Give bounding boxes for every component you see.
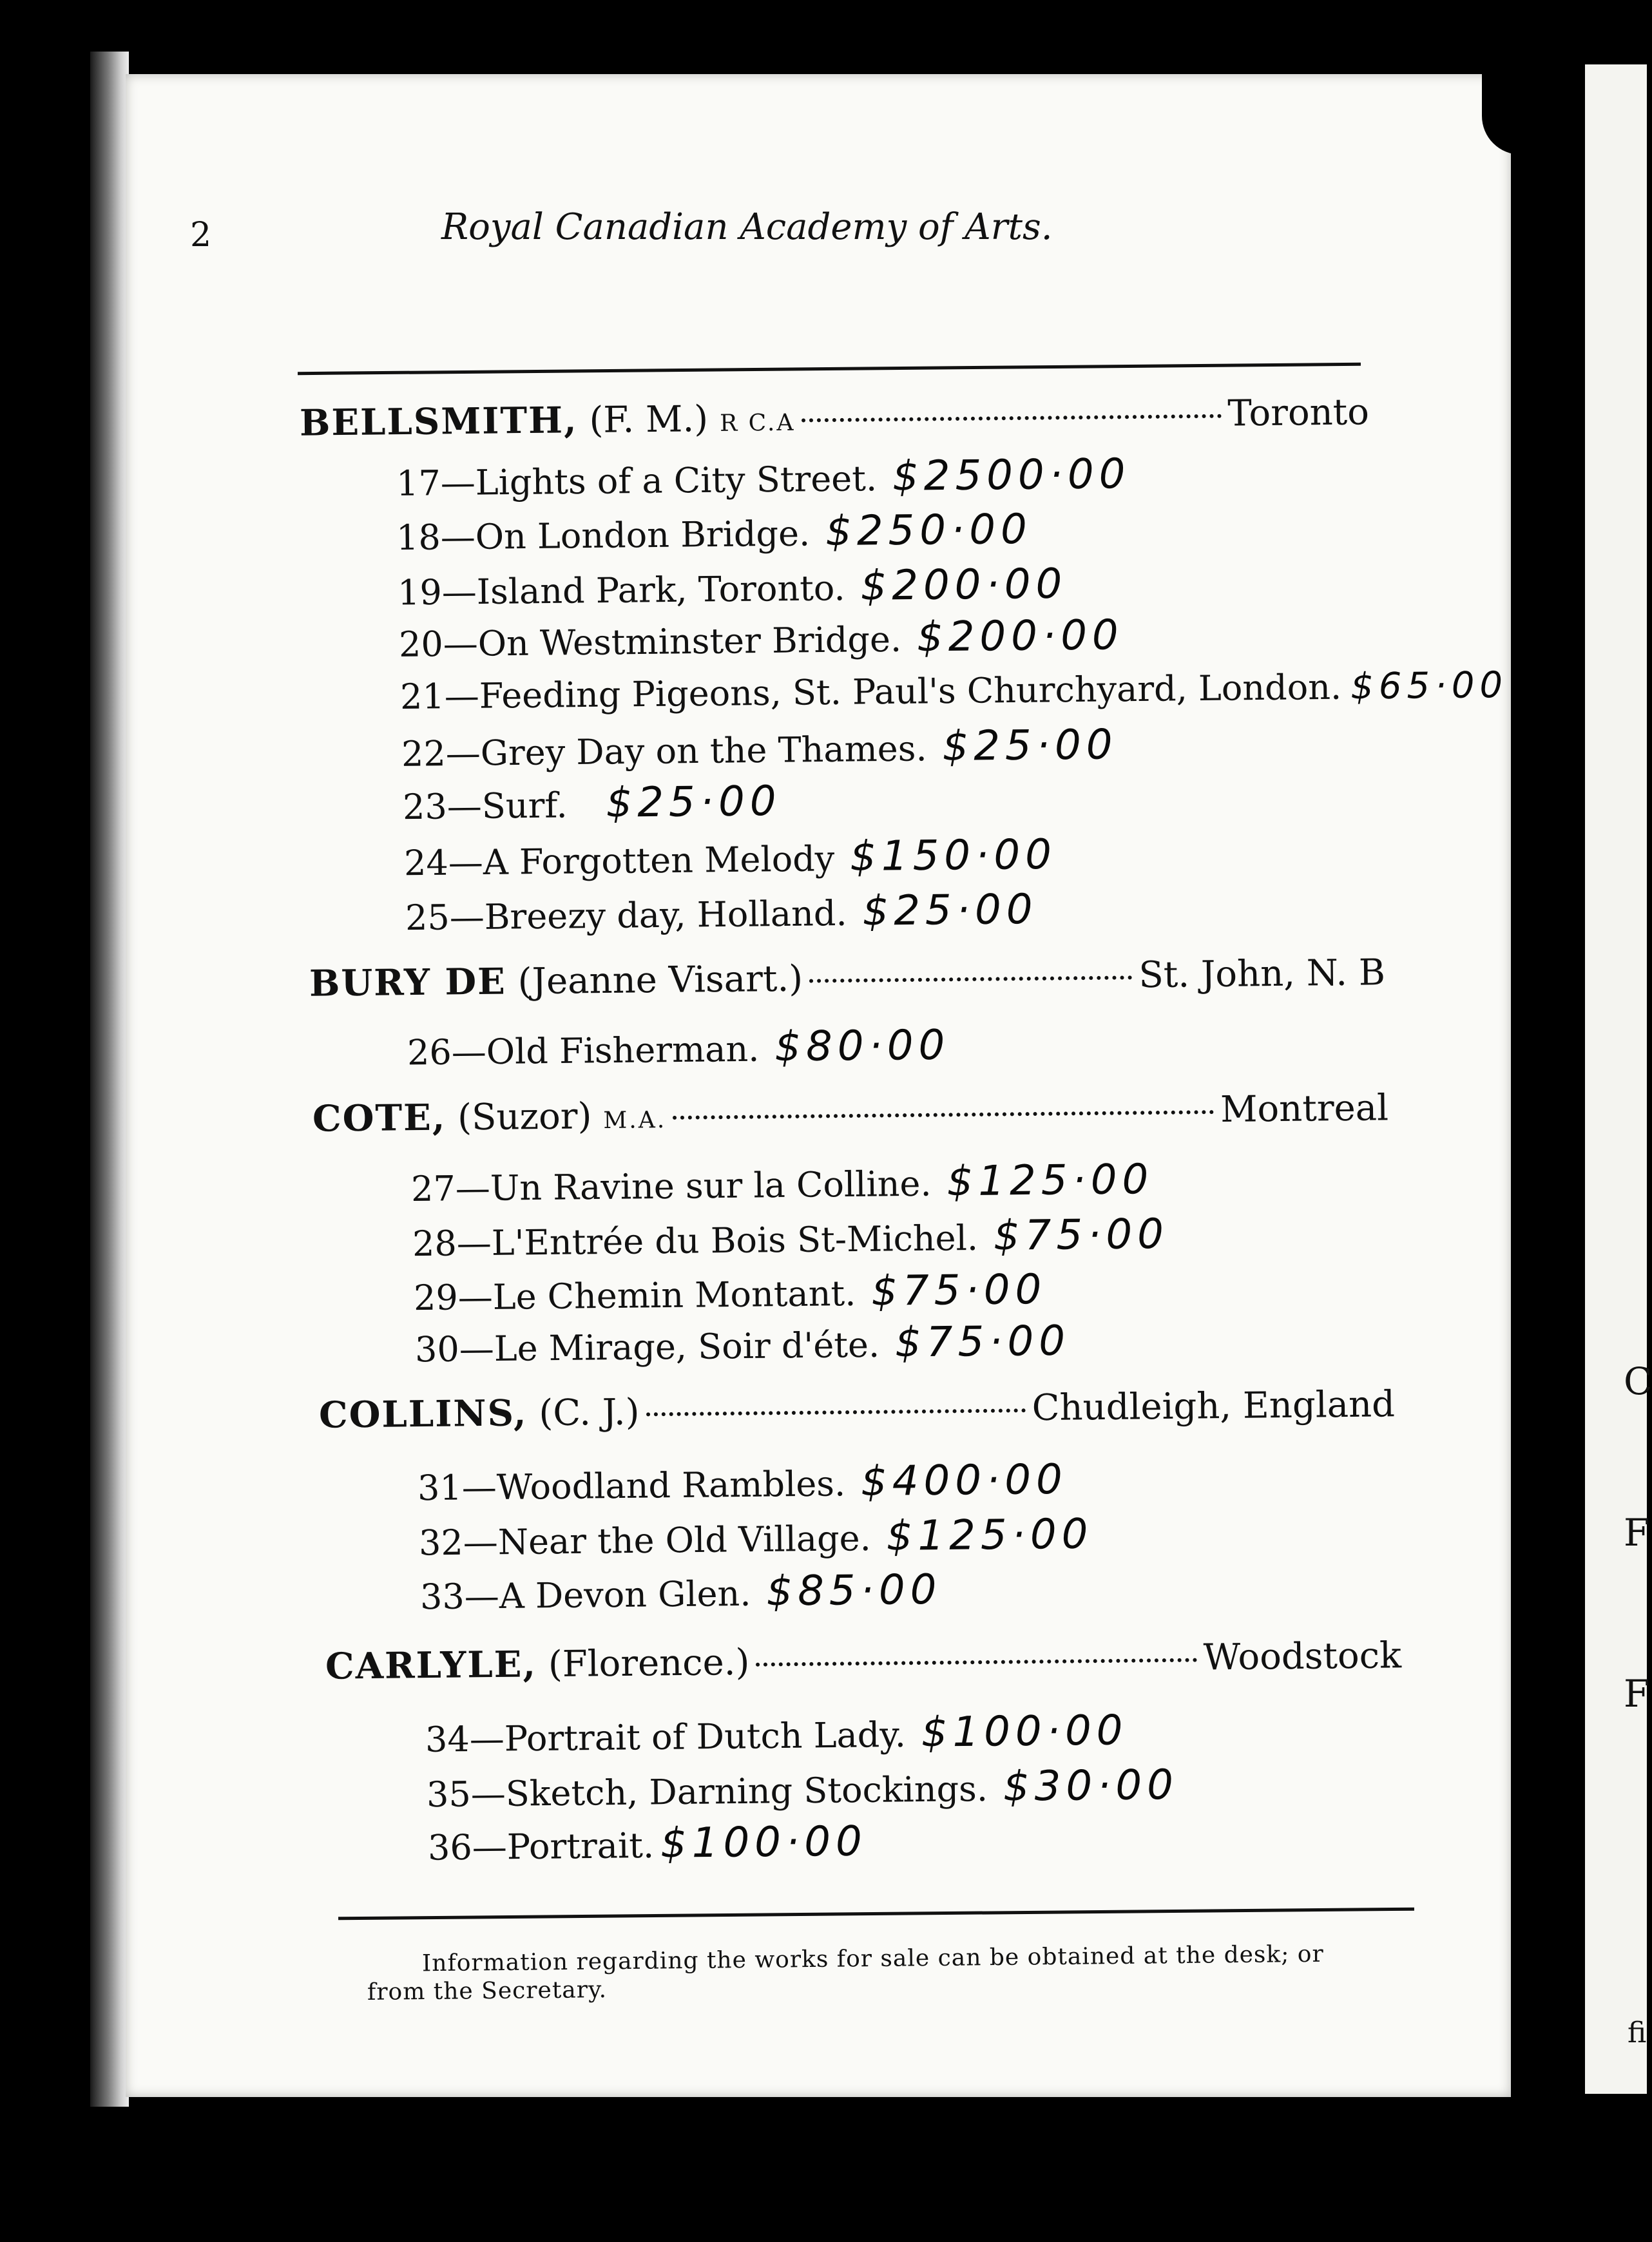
handwritten-price: $30·00 [1003,1761,1179,1811]
handwritten-price: $25·00 [606,777,782,827]
page-number: 2 [190,216,212,254]
entry-number: 19— [397,571,477,613]
entry-title: Le Chemin Montant. [492,1272,856,1317]
entry-number: 24— [403,842,484,884]
artist-city: St. John, N. B [1138,952,1386,997]
entry-title: Portrait of Dutch Lady. [504,1714,907,1759]
entry-title: Un Ravine sur la Colline. [490,1163,932,1209]
adjacent-page-letter: F [1624,1672,1650,1716]
entry-number: 23— [402,785,483,828]
entry-title: Old Fisherman. [486,1028,760,1073]
artist-initials: (C. J.) [539,1391,640,1435]
entry-number: 18— [396,516,476,559]
handwritten-price: $125·00 [886,1510,1093,1560]
artist-initials: (F. M.) [589,398,709,441]
catalogue-entry [418,1456,1068,1511]
entry-number: 31— [417,1466,497,1509]
entry-number: 25— [405,896,485,939]
footer-note: Information regarding the works for sale can be obtained at the desk; or [421,1940,1324,1977]
adjacent-page-letter: fi [1628,2017,1647,2049]
entry-title: Surf. [481,785,568,827]
catalogue-entry [404,831,1057,886]
entry-title: Lights of a City Street. [475,458,878,503]
artist-city: Woodstock [1203,1634,1402,1679]
handwritten-price: $125·00 [946,1155,1154,1206]
entry-number: 35— [426,1773,506,1816]
handwritten-price: $75·00 [894,1317,1071,1367]
artist-name: BELLSMITH, [299,399,578,445]
entry-title: On London Bridge. [475,513,811,557]
entry-title: Portrait. [506,1825,655,1868]
handwritten-price: $85·00 [766,1566,942,1616]
catalogue-entry [420,1566,942,1619]
footer-note: from the Secretary. [367,1977,608,2006]
catalogue-entry [403,778,782,829]
entry-title: On Westminster Bridge. [477,618,902,664]
artist-name: COLLINS, [318,1392,528,1437]
dot-leader [673,1110,1214,1120]
adjacent-page-letter: C [1624,1359,1652,1403]
handwritten-price: $75·00 [870,1265,1047,1316]
handwritten-price: $80·00 [774,1021,950,1071]
catalogue-entry [396,506,1033,560]
catalogue-entry [407,1022,950,1075]
book-spine [90,52,129,2107]
catalogue-entry [415,1317,1071,1372]
catalogue-entry [398,560,1068,615]
catalogue-entry [427,1761,1179,1817]
entry-number: 34— [425,1718,505,1760]
catalogue-entry [411,1156,1154,1211]
artist-initials: (Florence.) [548,1641,750,1686]
artist-city: Montreal [1220,1087,1389,1131]
entry-title: A Forgotten Melody [483,838,835,883]
artist-name: CARLYLE, [325,1643,537,1688]
catalogue-entry [401,721,1118,776]
entry-number: 28— [412,1222,492,1265]
entry-number: 20— [398,623,479,665]
artist-initials: (Jeanne Visart.) [517,957,803,1003]
handwritten-price: $75·00 [993,1210,1169,1260]
handwritten-price: $200·00 [860,560,1068,610]
entry-title: Le Mirage, Soir d'éte. [494,1324,880,1370]
entry-title: Near the Old Village. [497,1518,872,1563]
catalogue-entry [428,1817,867,1870]
handwritten-price: $2500·00 [892,450,1131,501]
entry-number: 26— [407,1031,487,1073]
entry-number: 36— [427,1826,508,1868]
catalogue-entry [405,886,1038,940]
handwritten-price: $200·00 [916,611,1124,662]
dot-leader [809,975,1132,982]
artist-degree: R C.A [719,409,796,437]
artist-city: Chudleigh, England [1032,1383,1396,1430]
catalogue-entry [412,1211,1169,1266]
entry-number: 30— [414,1328,495,1370]
entry-title: Sketch, Darning Stockings. [505,1768,988,1814]
catalogue-entry [396,450,1131,506]
artist-degree: M.A. [603,1106,667,1135]
catalogue-entry [419,1511,1093,1566]
handwritten-price: $150·00 [849,830,1057,881]
artist-initials: (Suzor) [457,1095,592,1139]
handwritten-price: $400·00 [860,1455,1068,1506]
running-head: Royal Canadian Academy of Arts. [441,206,1053,248]
artist-name: BURY DE [309,960,507,1005]
handwritten-price: $100·00 [660,1817,868,1868]
entry-title: Island Park, Toronto. [476,568,845,613]
entry-title: L'Entrée du Bois St-Michel. [491,1217,979,1263]
catalogue-entry [399,611,1124,667]
entry-number: 22— [401,733,481,774]
handwritten-price: $250·00 [825,505,1033,556]
entry-number: 33— [419,1575,500,1618]
dot-leader [646,1408,1026,1416]
entry-title: Breezy day, Holland. [484,892,847,937]
entry-number: 29— [413,1276,494,1319]
entry-number: 17— [396,462,476,504]
handwritten-price: $25·00 [862,885,1038,935]
entry-title: Grey Day on the Thames. [480,728,927,774]
handwritten-price: $25·00 [942,721,1118,771]
dot-leader [802,414,1221,423]
artist-city: Toronto [1227,391,1370,435]
catalogue-entry [414,1266,1047,1320]
entry-title: A Devon Glen. [499,1573,751,1616]
adjacent-page-letter: F [1624,1511,1650,1555]
entry-title: Feeding Pigeons, St. Paul's Churchyard, London. [479,666,1342,716]
adjacent-page-edge [1585,64,1652,2094]
artist-name: COTE, [312,1096,447,1140]
dot-leader [756,1658,1196,1667]
entry-number: 21— [399,675,480,717]
handwritten-price: $65·00 [1350,664,1508,708]
catalogue-entry [425,1707,1128,1761]
entry-number: 27— [410,1167,491,1210]
entry-number: 32— [418,1522,499,1564]
handwritten-price: $100·00 [921,1707,1128,1757]
entry-title: Woodland Rambles. [496,1463,846,1508]
